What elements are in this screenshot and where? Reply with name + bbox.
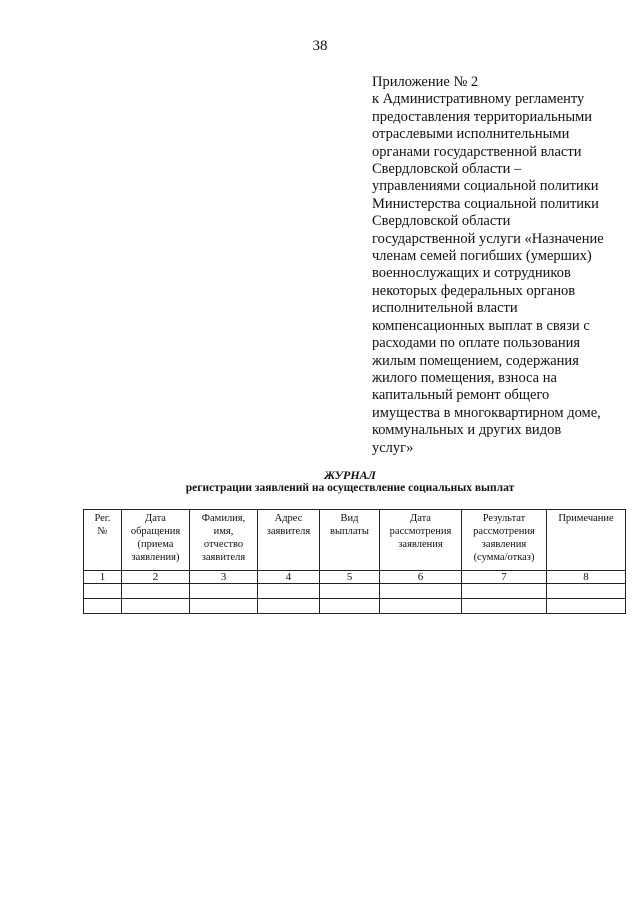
appendix-line: имущества в многоквартирном доме, bbox=[372, 404, 601, 421]
appendix-line: членам семей погибших (умерших) bbox=[372, 248, 592, 265]
column-header-line: заявления bbox=[398, 539, 443, 550]
appendix-line: государственной услуги «Назначение bbox=[372, 230, 604, 247]
appendix-line: услуг» bbox=[372, 439, 414, 456]
appendix-line: жилым помещением, содержания bbox=[372, 352, 579, 369]
column-number: 5 bbox=[320, 571, 380, 584]
column-number: 6 bbox=[380, 571, 462, 584]
column-header bbox=[258, 510, 320, 571]
appendix-line: расходами по оплате пользования bbox=[372, 335, 581, 352]
table-row bbox=[84, 584, 626, 599]
column-number: 7 bbox=[462, 571, 547, 584]
appendix-line: жилого помещения, взноса на bbox=[372, 369, 557, 386]
column-header-line: Результат bbox=[482, 513, 526, 524]
table-cell bbox=[320, 599, 380, 614]
appendix-line: Свердловской области bbox=[372, 213, 511, 230]
table-header-row bbox=[84, 510, 626, 571]
column-number: 1 bbox=[84, 571, 122, 584]
table-cell bbox=[380, 599, 462, 614]
column-header-line: имя, bbox=[213, 526, 234, 537]
appendix-line: управлениями социальной политики bbox=[372, 178, 599, 195]
table-cell bbox=[462, 599, 547, 614]
column-header-line: рассмотрения bbox=[473, 526, 535, 537]
appendix-text bbox=[372, 74, 634, 457]
column-header-line: (сумма/отказ) bbox=[473, 552, 535, 563]
appendix-line: коммунальных и других видов bbox=[372, 422, 562, 439]
table-cell bbox=[320, 584, 380, 599]
table-row bbox=[84, 599, 626, 614]
appendix-line: отраслевыми исполнительными bbox=[372, 126, 570, 143]
appendix-line: Свердловской области – bbox=[372, 161, 522, 178]
appendix-line: к Административному регламенту bbox=[372, 91, 585, 108]
column-header-line: выплаты bbox=[330, 526, 369, 537]
table-cell bbox=[258, 584, 320, 599]
column-header-line: отчество bbox=[203, 539, 244, 550]
column-header-line: рассмотрения bbox=[389, 526, 452, 537]
appendix-line: компенсационных выплат в связи с bbox=[372, 317, 590, 334]
column-header bbox=[380, 510, 462, 571]
column-header-line: заявления bbox=[481, 539, 527, 550]
column-number: 3 bbox=[190, 571, 258, 584]
column-header-line: (приема bbox=[137, 539, 174, 550]
column-header-line: обращения bbox=[130, 526, 181, 537]
column-number: 4 bbox=[258, 571, 320, 584]
column-header-line: Дата bbox=[410, 513, 431, 524]
appendix-line: Приложение № 2 bbox=[372, 74, 479, 90]
column-header-line: № bbox=[97, 526, 108, 537]
journal-title: ЖУРНАЛ bbox=[324, 468, 376, 482]
appendix-line: Министерства социальной политики bbox=[372, 195, 599, 212]
appendix-line: предоставления территориальными bbox=[372, 108, 593, 125]
table-cell bbox=[547, 599, 626, 614]
column-header-line: Примечание bbox=[558, 513, 614, 524]
column-header-line: Рег. bbox=[94, 513, 111, 524]
appendix-line: некоторых федеральных органов bbox=[372, 282, 576, 299]
table-cell bbox=[122, 584, 190, 599]
column-header bbox=[84, 510, 122, 571]
appendix-line: исполнительной власти bbox=[372, 300, 518, 317]
column-header bbox=[547, 510, 626, 571]
column-header bbox=[122, 510, 190, 571]
column-header-line: Фамилия, bbox=[201, 513, 246, 524]
table-cell bbox=[462, 584, 547, 599]
table-cell bbox=[258, 599, 320, 614]
column-header-line: заявителя bbox=[266, 526, 311, 537]
journal-subtitle: регистрации заявлений на осуществление социальных выплат bbox=[185, 482, 515, 494]
column-header bbox=[320, 510, 380, 571]
column-header-line: заявления) bbox=[131, 552, 180, 563]
column-header-line: Дата bbox=[145, 513, 166, 524]
table-cell bbox=[190, 584, 258, 599]
page-number: 38 bbox=[312, 38, 328, 54]
column-number: 8 bbox=[547, 571, 626, 584]
column-number-row bbox=[84, 571, 626, 584]
table-cell bbox=[190, 599, 258, 614]
column-header bbox=[462, 510, 547, 571]
table-cell bbox=[122, 599, 190, 614]
column-header-line: Вид bbox=[340, 513, 359, 524]
column-header-line: Адрес bbox=[274, 513, 303, 524]
table-cell bbox=[547, 584, 626, 599]
table-cell bbox=[84, 599, 122, 614]
column-header bbox=[190, 510, 258, 571]
journal-table bbox=[83, 509, 626, 614]
appendix-line: органами государственной власти bbox=[372, 143, 582, 160]
column-header-line: заявителя bbox=[201, 552, 246, 563]
appendix-line: военнослужащих и сотрудников bbox=[372, 265, 571, 282]
table-cell bbox=[84, 584, 122, 599]
appendix-line: капитальный ремонт общего bbox=[372, 387, 550, 404]
table-cell bbox=[380, 584, 462, 599]
column-number: 2 bbox=[122, 571, 190, 584]
